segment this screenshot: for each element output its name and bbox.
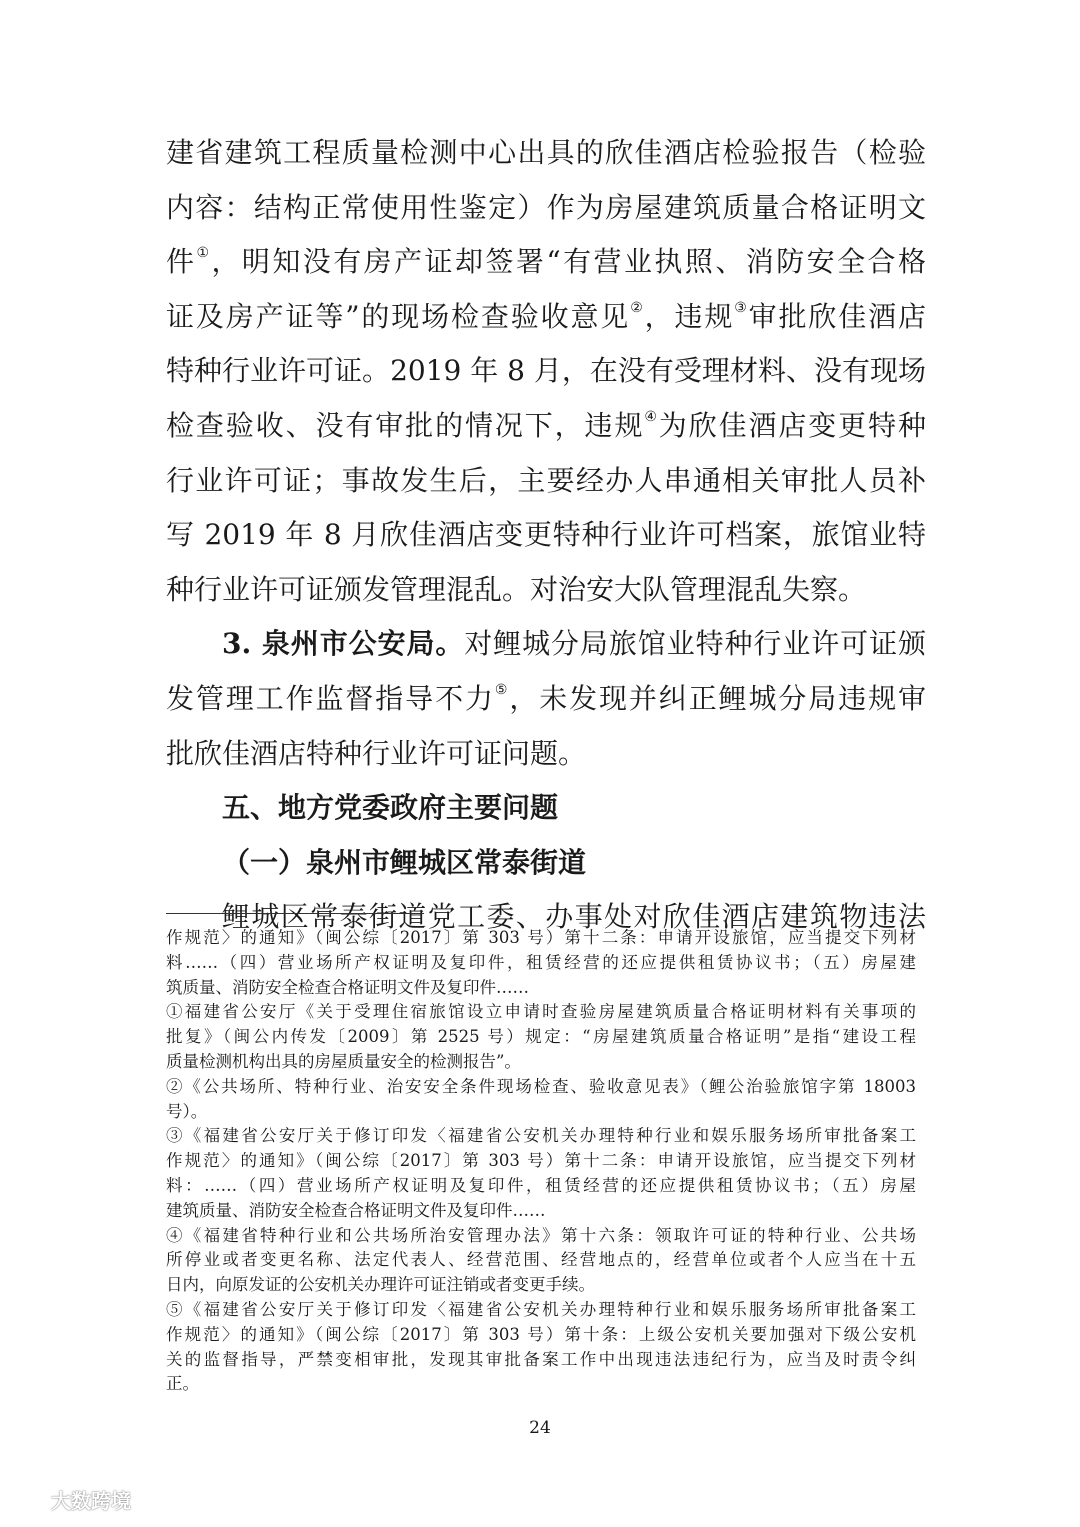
footnotes xyxy=(166,926,916,1397)
footnote-line: 作规范〉的通知》（闽公综〔2017〕第 303 号）第十条：上级公安机关要加强对下级公安机 xyxy=(166,1324,916,1344)
footnote-line: ③《福建省公安厅关于修订印发〈福建省公安机关办理特种行业和娱乐服务场所审批备案工 xyxy=(166,1126,916,1146)
body-line-9: 种行业许可证颁发管理混乱。对治安大队管理混乱失察。 xyxy=(166,572,867,606)
footnote-mark-2: ② xyxy=(630,299,645,316)
footnote-mark-3: ③ xyxy=(734,299,749,316)
body-line-5: 特种行业许可证。2019 年 8 月，在没有受理材料、没有现场 xyxy=(166,354,926,388)
body-line-6: 检查验收、没有审批的情况下，违规④为欣佳酒店变更特种 xyxy=(166,408,926,442)
footnote-line: ⑤《福建省公安厅关于修订印发〈福建省公安机关办理特种行业和娱乐服务场所审批备案工 xyxy=(166,1299,916,1319)
item-heading-quanzhou-police: 3. 泉州市公安局。 xyxy=(222,627,465,661)
body-line-3: 件①，明知没有房产证却签署“有营业执照、消防安全合格 xyxy=(166,245,926,279)
footnote-line: 批复》（闽公内传发〔2009〕第 2525 号）规定：“房屋建筑质量合格证明”是指“建设工程 xyxy=(166,1027,916,1047)
footnote-divider xyxy=(166,913,424,914)
footnote-mark-5: ⑤ xyxy=(494,681,510,698)
footnote-line: 料……（四）营业场所产权证明及复印件，租赁经营的还应提供租赁协议书；（五）房屋建 xyxy=(166,952,916,972)
footnote-line: 质量检测机构出具的房屋质量安全的检测报告”。 xyxy=(166,1051,521,1071)
footnote-line: ④《福建省特种行业和公共场所治安管理办法》第十六条：领取许可证的特种行业、公共场 xyxy=(166,1225,916,1245)
watermark-text: 大数跨境 xyxy=(51,1488,131,1513)
body-line-11: 发管理工作监督指导不力⑤，未发现并纠正鲤城分局违规审 xyxy=(166,681,926,715)
footnote-line: 号）。 xyxy=(166,1101,208,1121)
body-line-15: 鲤城区常泰街道党工委、办事处对欣佳酒店建筑物违法 xyxy=(222,900,926,934)
sub-heading: （一）泉州市鲤城区常泰街道 xyxy=(222,845,587,879)
footnote-line: ①福建省公安厅《关于受理住宿旅馆设立申请时查验房屋建筑质量合格证明材料有关事项的 xyxy=(166,1002,916,1022)
footnote-line: 正。 xyxy=(166,1374,199,1394)
footnote-line: 作规范〉的通知》（闽公综〔2017〕第 303 号）第十二条：申请开设旅馆，应当提交下列材 xyxy=(166,1151,916,1171)
wechat-logo-icon xyxy=(12,1486,46,1512)
footnote-mark-1: ① xyxy=(196,245,212,262)
footnote-line: 料：……（四）营业场所产权证明及复印件，租赁经营的还应提供租赁协议书；（五）房屋 xyxy=(166,1175,916,1195)
watermark xyxy=(12,1483,131,1515)
body-line-10: 3. 泉州市公安局。对鲤城分局旅馆业特种行业许可证颁 xyxy=(222,627,926,661)
footnote-line: 所停业或者变更名称、法定代表人、经营范围、经营地点的，经营单位或者个人应当在十五 xyxy=(166,1250,916,1270)
body-line-12: 批欣佳酒店特种行业许可证问题。 xyxy=(166,736,587,770)
footnote-line: 建筑质量、消防安全检查合格证明文件及复印件…… xyxy=(166,1200,546,1220)
footnote-line: 筑质量、消防安全检查合格证明文件及复印件…… xyxy=(166,977,529,997)
footnote-line: 关的监督指导，严禁变相审批，发现其审批备案工作中出现违法违纪行为，应当及时责令纠 xyxy=(166,1349,916,1369)
page-number: 24 xyxy=(529,1418,551,1438)
footnote-mark-4: ④ xyxy=(644,408,659,425)
body-line-8: 写 2019 年 8 月欣佳酒店变更特种行业许可档案，旅馆业特 xyxy=(166,518,926,552)
body-line-4: 证及房产证等”的现场检查验收意见②，违规③审批欣佳酒店 xyxy=(166,299,926,333)
body-text xyxy=(166,126,926,945)
footnote-line: ②《公共场所、特种行业、治安安全条件现场检查、验收意见表》（鲤公治验旅馆字第 18003 xyxy=(166,1076,916,1096)
body-line-1: 建省建筑工程质量检测中心出具的欣佳酒店检验报告（检验 xyxy=(166,136,926,169)
footnote-line: 日内，向原发证的公安机关办理许可证注销或者变更手续。 xyxy=(166,1275,595,1295)
section-heading: 五、地方党委政府主要问题 xyxy=(222,791,559,825)
body-line-7: 行业许可证；事故发生后，主要经办人串通相关审批人员补 xyxy=(166,463,926,497)
body-line-2: 内容：结构正常使用性鉴定）作为房屋建筑质量合格证明文 xyxy=(166,190,926,224)
footnote-line: 作规范〉的通知》（闽公综〔2017〕第 303 号）第十二条：申请开设旅馆，应当提交下列材 xyxy=(166,928,916,947)
